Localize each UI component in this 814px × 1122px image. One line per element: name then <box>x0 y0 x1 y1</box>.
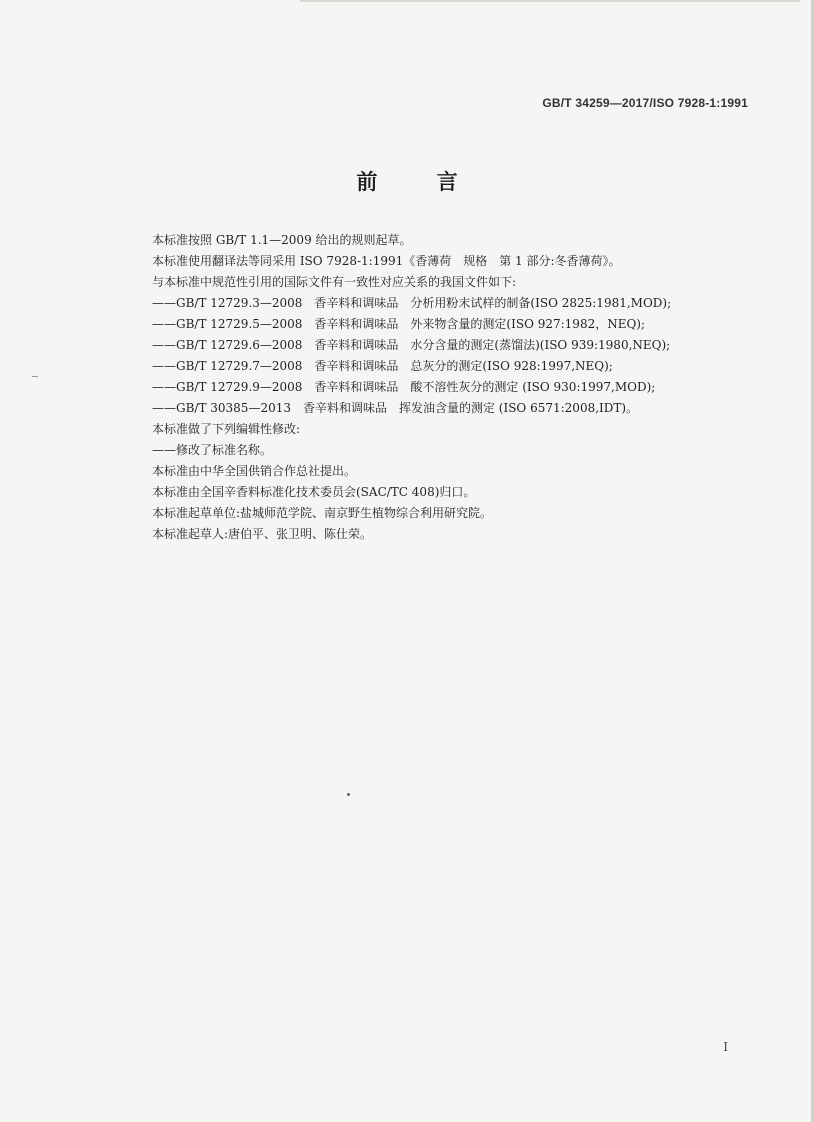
page-title: 前 言 <box>356 170 484 194</box>
page-number: I <box>723 1040 728 1054</box>
text-line: 本标准起草单位:盐城师范学院、南京野生植物综合利用研究院。 <box>152 506 493 520</box>
text-line: 本标准做了下列编辑性修改: <box>152 422 301 436</box>
list-item: ——GB/T 12729.3—2008 香辛料和调味品 分析用粉末试样的制备(ISO 2825:1981,MOD); <box>152 296 672 310</box>
scan-margin-mark <box>32 376 38 377</box>
foreword-body <box>152 230 752 545</box>
text-line: 本标准使用翻译法等同采用 ISO 7928-1:1991《香薄荷 规格 第 1 部分:冬香薄荷》。 <box>152 254 621 268</box>
list-item: ——修改了标准名称。 <box>152 443 273 457</box>
text-line: 本标准按照 GB/T 1.1—2009 给出的规则起草。 <box>152 233 412 247</box>
list-item: ——GB/T 30385—2013 香辛料和调味品 挥发油含量的测定 (ISO 6571:2008,IDT)。 <box>152 401 639 415</box>
list-item: ——GB/T 12729.5—2008 香辛料和调味品 外来物含量的测定(ISO 927:1982，NEQ); <box>152 317 646 331</box>
text-line: 与本标准中规范性引用的国际文件有一致性对应关系的我国文件如下: <box>152 275 517 289</box>
list-item: ——GB/T 12729.7—2008 香辛料和调味品 总灰分的测定(ISO 928:1997,NEQ); <box>152 359 613 373</box>
list-item: ——GB/T 12729.6—2008 香辛料和调味品 水分含量的测定(蒸馏法)(ISO 939:1980,NEQ); <box>152 338 671 352</box>
text-line: 本标准由中华全国供销合作总社提出。 <box>152 464 357 478</box>
list-item: ——GB/T 12729.9—2008 香辛料和调味品 酸不溶性灰分的测定 (ISO 930:1997,MOD); <box>152 380 656 394</box>
standard-code: GB/T 34259—2017/ISO 7928-1:1991 <box>542 96 748 110</box>
text-line: 本标准由全国辛香料标准化技术委员会(SAC/TC 408)归口。 <box>152 485 476 499</box>
scan-edge-mark <box>300 0 800 2</box>
text-line: 本标准起草人:唐伯平、张卫明、陈仕荣。 <box>152 527 373 541</box>
scan-speck <box>347 793 350 796</box>
